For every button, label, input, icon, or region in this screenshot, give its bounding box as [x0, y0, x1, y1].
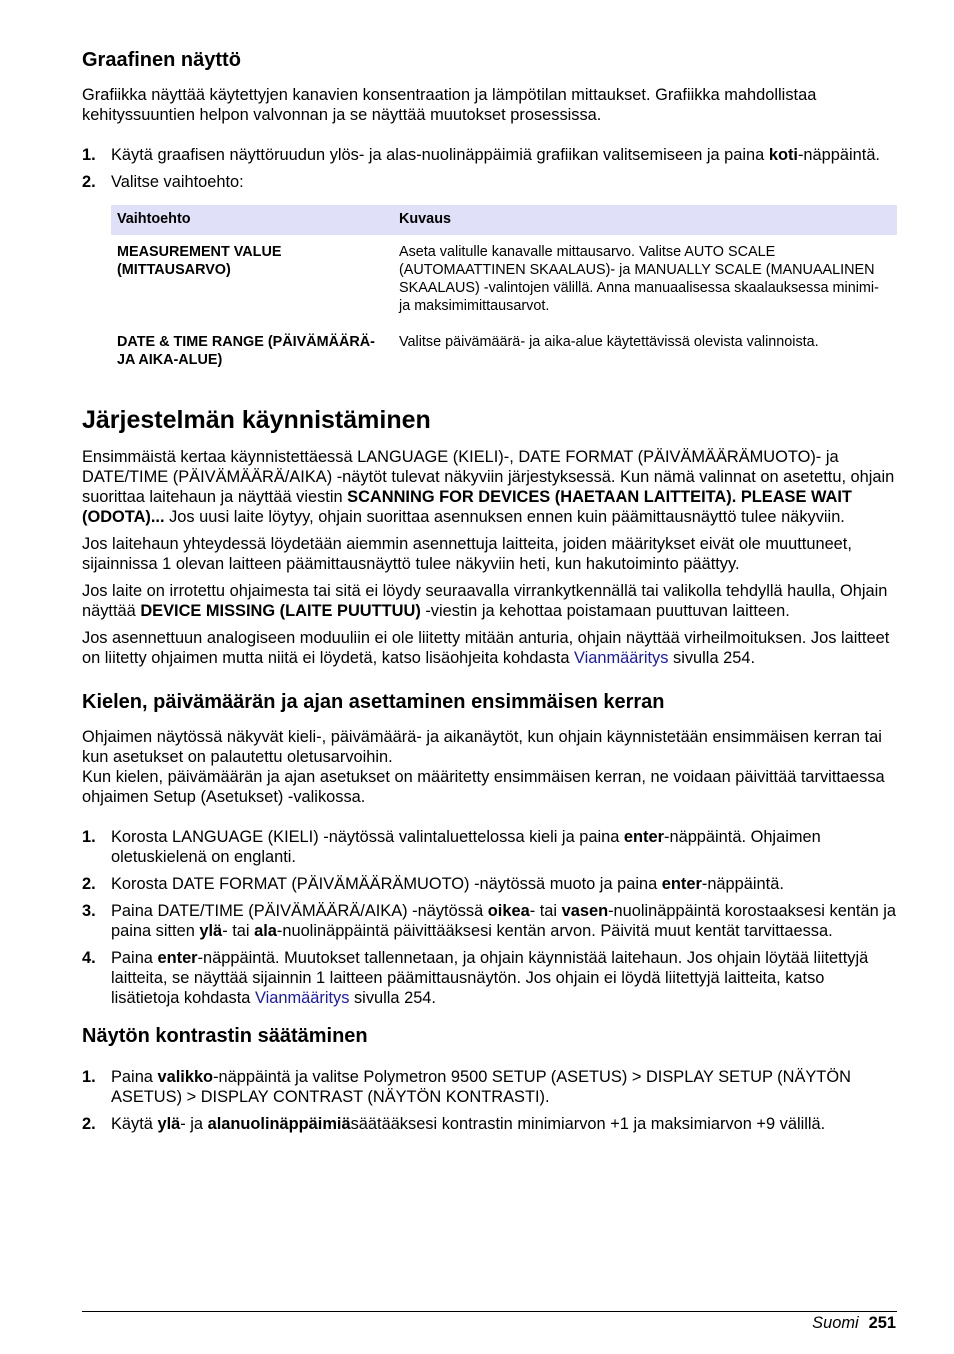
table-header-option: Vaihtoehto — [111, 205, 393, 235]
startup-paragraph-2: Jos laitehaun yhteydessä löydetään aiemmin asennettuja laitteita, joiden määritykset eivät ole muuttuneet, sijainnissa 1 olevan laitteen päämittausnäyttö tulee näkyviin heti, kun hakutoiminto päättyy. — [82, 535, 852, 573]
table-cell-option: MEASUREMENT VALUE (MITTAUSARVO) — [117, 244, 282, 278]
table-cell-description: Aseta valitulle kanavalle mittausarvo. Valitse AUTO SCALE (AUTOMAATTINEN SKAALAUS)- ja MANUALLY SCALE (MANUAALINEN SKAALAUS) -valintojen välillä. Anna manuaalisessa skaalauksessa minimi- ja maksimimittausarvot. — [399, 244, 879, 314]
footer-language: Suomi — [812, 1314, 859, 1332]
footer-divider — [82, 1311, 897, 1312]
list-item: 1. Käytä graafisen näyttöruudun ylös- ja alas-nuolinäppäimiä grafiikan valitsemiseen ja paina koti-näppäintä. — [82, 146, 880, 164]
section-heading-startup: Järjestelmän käynnistäminen — [82, 406, 431, 434]
table-row — [111, 325, 897, 379]
table-cell-description: Valitse päivämäärä- ja aika-alue käytettävissä olevista valinnoista. — [399, 334, 819, 350]
troubleshooting-link[interactable]: Vianmääritys — [574, 649, 669, 667]
startup-paragraph-4: Jos asennettuun analogiseen moduuliin ei ole liitetty mitään anturia, ohjain näyttää virheilmoituksen. Jos laitteet on liitetty ohjaimen mutta niitä ei löydetä, katso lisäohjeita kohdasta Vianmääritys sivulla 254. — [82, 629, 890, 667]
table-cell-option: DATE & TIME RANGE (PÄIVÄMÄÄRÄ- JA AIKA-ALUE) — [117, 334, 375, 368]
language-paragraph-1: Ohjaimen näytössä näkyvät kieli-, päivämäärä- ja aikanäytöt, kun ohjain käynnistetään ensimmäisen kerran tai kun asetukset on palautettu oletusarvoihin. — [82, 728, 882, 766]
list-item: 1. Korosta LANGUAGE (KIELI) -näytössä valintaluettelossa kieli ja paina enter-näppäintä. Ohjaimen oletuskielenä on englanti. — [82, 828, 821, 866]
page-content — [82, 48, 897, 1141]
section-heading-language: Kielen, päivämäärän ja ajan asettaminen ensimmäisen kerran — [82, 691, 665, 713]
list-item: 2. Valitse vaihtoehto: — [82, 173, 244, 191]
list-item: 2. Käytä ylä- ja alanuolinäppäimiäsäätääksesi kontrastin minimiarvon +1 ja maksimiarvon +9 välillä. — [82, 1115, 826, 1133]
graphic-steps — [82, 145, 897, 192]
list-item: 2. Korosta DATE FORMAT (PÄIVÄMÄÄRÄMUOTO) -näytössä muoto ja paina enter-näppäintä. — [82, 875, 784, 893]
startup-paragraph-3: Jos laite on irrotettu ohjaimesta tai sitä ei löydy seuraavalla virrankytkennällä tai valikolla tehdyllä haulla, Ohjain näyttää DEVICE MISSING (LAITE PUUTTUU) -viestin ja kehottaa poistamaan puuttuvan laitteen. — [82, 582, 888, 620]
step-number: 2. — [82, 173, 96, 191]
step-number: 3. — [82, 902, 96, 920]
step-number: 1. — [82, 146, 96, 164]
contrast-steps — [82, 1067, 897, 1134]
step-number: 2. — [82, 1115, 96, 1133]
page-footer — [812, 1313, 896, 1333]
section-heading-contrast: Näytön kontrastin säätäminen — [82, 1025, 368, 1047]
language-paragraph-2: Kun kielen, päivämäärän ja ajan asetukset on määritetty ensimmäisen kerran, ne voidaan päivittää tarvittaessa ohjaimen Setup (Asetukset) -valikossa. — [82, 768, 885, 806]
graphic-intro: Grafiikka näyttää käytettyjen kanavien konsentraation ja lämpötilan mittaukset. Grafiikka mahdollistaa kehityssuuntien helpon valvonnan ja se näyttää muutokset prosessissa. — [82, 86, 817, 124]
step-number: 4. — [82, 949, 96, 967]
step-number: 2. — [82, 875, 96, 893]
list-item: 1. Paina valikko-näppäintä ja valitse Polymetron 9500 SETUP (ASETUS) > DISPLAY SETUP (NÄYTÖN ASETUS) > DISPLAY CONTRAST (NÄYTÖN KONTRASTI). — [82, 1068, 851, 1106]
table-row — [111, 235, 897, 325]
step-number: 1. — [82, 828, 96, 846]
page-number: 251 — [868, 1314, 896, 1332]
section-heading-graphic: Graafinen näyttö — [82, 49, 241, 71]
table-header-description: Kuvaus — [393, 205, 897, 235]
language-steps — [82, 827, 897, 1008]
list-item: 4. Paina enter-näppäintä. Muutokset tallennetaan, ja ohjain käynnistää laitehaun. Jos ohjain löytää liitettyjä laitteita, se näyttää sijainnin 1 laitteen päämittausnäytön. Jos ohjain ei löydä liitettyjä laitteita, katso lisätietoja kohdasta Vianmääritys sivulla 254. — [82, 949, 869, 1007]
options-table — [111, 205, 897, 379]
troubleshooting-link[interactable]: Vianmääritys — [254, 989, 350, 1007]
list-item: 3. Paina DATE/TIME (PÄIVÄMÄÄRÄ/AIKA) -näytössä oikea- tai vasen-nuolinäppäintä korostaaksesi kentän ja paina sitten ylä- tai ala-nuolinäppäintä päivittääksesi kentän arvon. Päivitä muut kentät tarvittaessa. — [82, 902, 897, 940]
step-number: 1. — [82, 1068, 96, 1086]
startup-paragraph-1: Ensimmäistä kertaa käynnistettäessä LANGUAGE (KIELI)-, DATE FORMAT (PÄIVÄMÄÄRÄMUOTO)- ja DATE/TIME (PÄIVÄMÄÄRÄ/AIKA) -näytöt tulevat näkyviin järjestyksessä. Kun nämä valinnat on asetettu, ohjain suorittaa laitehaun ja näyttää viestin SCANNING FOR DEVICES (HAETAAN LAITTEITA). PLEASE WAIT (ODOTA)... Jos uusi laite löytyy, ohjain suorittaa asennuksen ennen kuin päämittausnäyttö tulee näkyviin. — [82, 448, 895, 526]
